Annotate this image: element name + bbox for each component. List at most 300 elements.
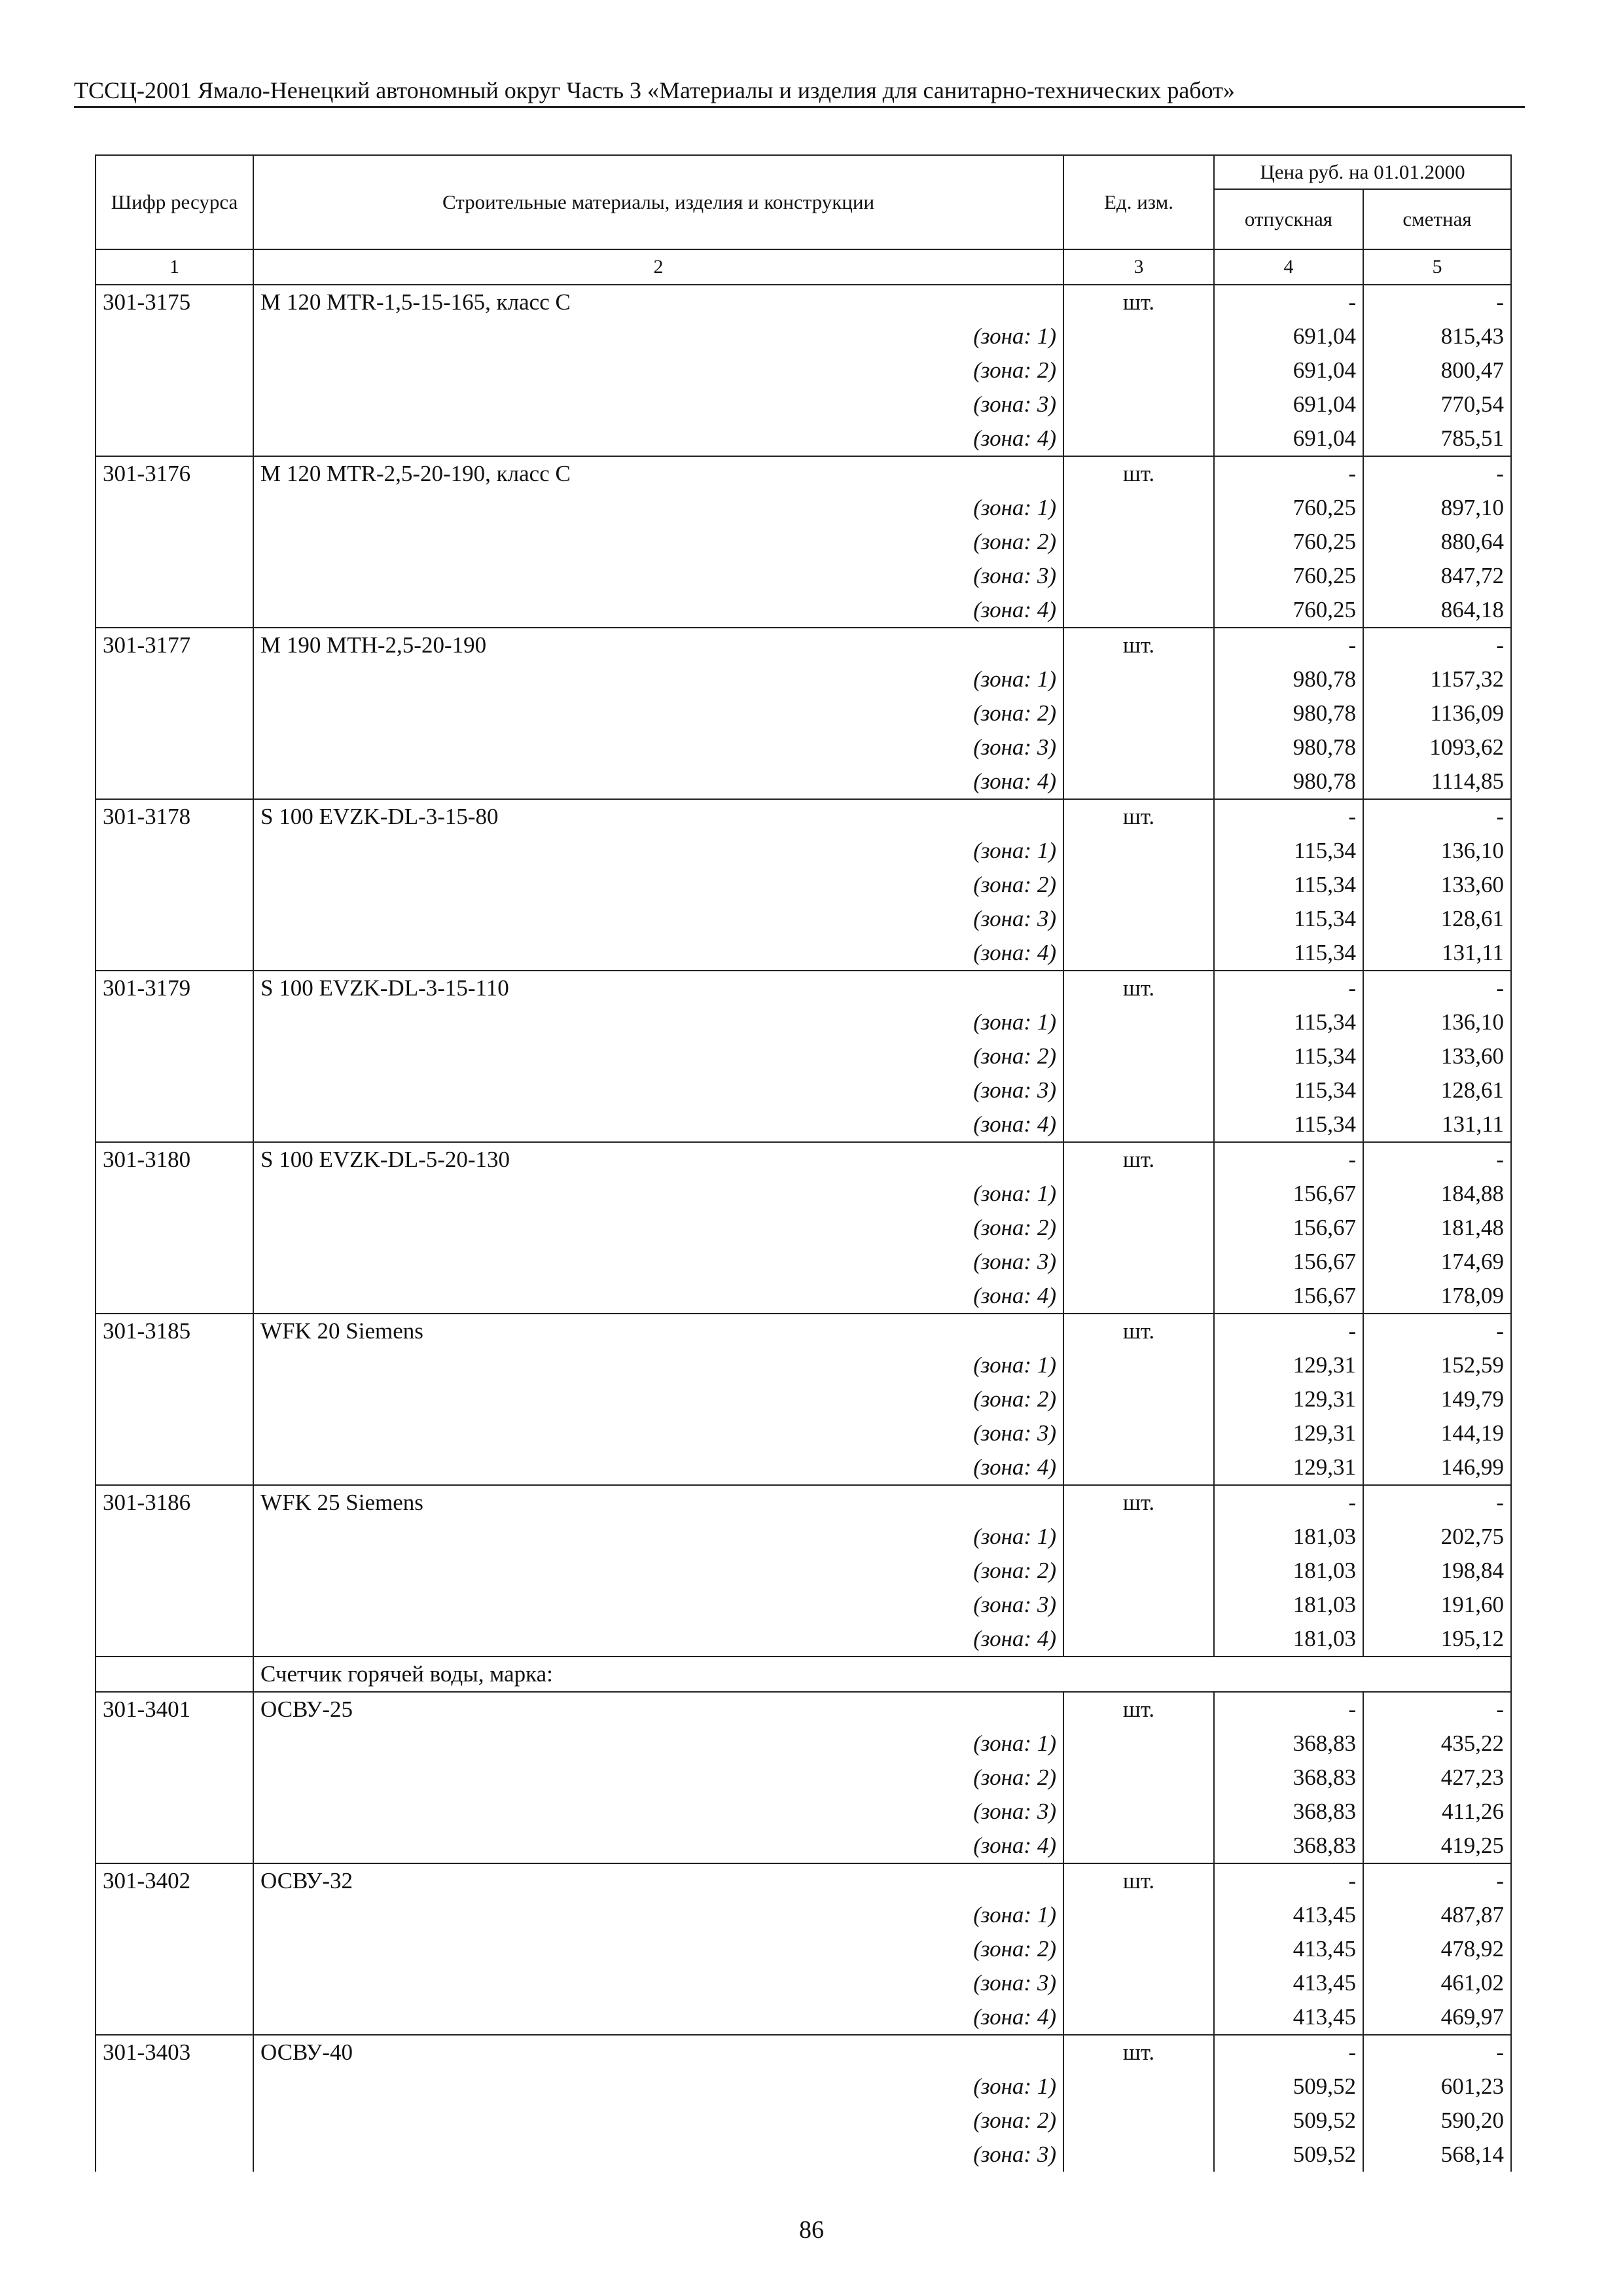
zone-label: (зона: 1) xyxy=(253,1898,1063,1932)
zone-label: (зона: 1) xyxy=(253,1520,1063,1554)
empty-cell xyxy=(96,422,253,456)
release-price: - xyxy=(1214,1485,1363,1520)
empty-cell xyxy=(96,491,253,525)
empty-cell xyxy=(96,1966,253,2000)
zone-label: (зона: 3) xyxy=(253,2138,1063,2172)
release-price: 368,83 xyxy=(1214,1795,1363,1829)
empty-cell xyxy=(96,1450,253,1485)
zone-label: (зона: 4) xyxy=(253,1622,1063,1657)
release-price: 760,25 xyxy=(1214,491,1363,525)
resource-unit: шт. xyxy=(1063,2035,1214,2070)
estimate-price: - xyxy=(1363,1485,1511,1520)
empty-cell xyxy=(1063,387,1214,422)
estimate-price: 1157,32 xyxy=(1363,662,1511,696)
empty-cell xyxy=(1063,2104,1214,2138)
resource-unit: шт. xyxy=(1063,285,1214,319)
zone-label: (зона: 4) xyxy=(253,422,1063,456)
empty-cell xyxy=(96,1727,253,1761)
zone-row xyxy=(96,1966,1511,2000)
resource-name: S 100 EVZK-DL-3-15-80 xyxy=(253,799,1063,834)
empty-cell xyxy=(96,2000,253,2035)
resource-unit: шт. xyxy=(1063,628,1214,662)
resource-unit: шт. xyxy=(1063,971,1214,1005)
resource-unit: шт. xyxy=(1063,1314,1214,1348)
resource-code: 301-3179 xyxy=(96,971,253,1005)
estimate-price: 897,10 xyxy=(1363,491,1511,525)
resource-row xyxy=(96,1142,1511,1177)
empty-cell xyxy=(1063,1727,1214,1761)
release-price: 760,25 xyxy=(1214,525,1363,559)
estimate-price: 590,20 xyxy=(1363,2104,1511,2138)
zone-label: (зона: 2) xyxy=(253,868,1063,902)
resource-code: 301-3178 xyxy=(96,799,253,834)
resource-row xyxy=(96,1692,1511,1727)
column-number: 1 xyxy=(96,249,253,285)
estimate-price: 601,23 xyxy=(1363,2070,1511,2104)
resource-unit: шт. xyxy=(1063,1142,1214,1177)
release-price: - xyxy=(1214,971,1363,1005)
zone-row xyxy=(96,353,1511,387)
zone-label: (зона: 4) xyxy=(253,1279,1063,1314)
empty-cell xyxy=(1063,2070,1214,2104)
zone-label: (зона: 3) xyxy=(253,559,1063,593)
empty-cell xyxy=(96,868,253,902)
release-price: 691,04 xyxy=(1214,353,1363,387)
zone-row xyxy=(96,1520,1511,1554)
zone-label: (зона: 1) xyxy=(253,662,1063,696)
zone-label: (зона: 3) xyxy=(253,730,1063,764)
zone-row xyxy=(96,662,1511,696)
column-number: 4 xyxy=(1214,249,1363,285)
release-price: - xyxy=(1214,1692,1363,1727)
estimate-price: - xyxy=(1363,1314,1511,1348)
empty-cell xyxy=(96,730,253,764)
empty-cell xyxy=(96,525,253,559)
zone-label: (зона: 4) xyxy=(253,2000,1063,2035)
empty-cell xyxy=(1063,559,1214,593)
zone-row xyxy=(96,730,1511,764)
zone-row xyxy=(96,1107,1511,1142)
empty-cell xyxy=(1063,1966,1214,2000)
empty-cell xyxy=(96,1554,253,1588)
zone-label: (зона: 1) xyxy=(253,491,1063,525)
zone-row xyxy=(96,2138,1511,2172)
empty-cell xyxy=(96,1073,253,1107)
zone-row xyxy=(96,1450,1511,1485)
zone-row xyxy=(96,1005,1511,1039)
release-price: 115,34 xyxy=(1214,868,1363,902)
resource-code: 301-3176 xyxy=(96,456,253,491)
estimate-price: 202,75 xyxy=(1363,1520,1511,1554)
estimate-price: 469,97 xyxy=(1363,2000,1511,2035)
empty-cell xyxy=(96,1761,253,1795)
zone-row xyxy=(96,1829,1511,1863)
resource-unit: шт. xyxy=(1063,1485,1214,1520)
zone-label: (зона: 4) xyxy=(253,1107,1063,1142)
resource-unit: шт. xyxy=(1063,799,1214,834)
release-price: - xyxy=(1214,799,1363,834)
page-number: 86 xyxy=(799,2216,824,2244)
empty-cell xyxy=(96,1382,253,1416)
release-price: 129,31 xyxy=(1214,1450,1363,1485)
zone-row xyxy=(96,2104,1511,2138)
resource-code: 301-3403 xyxy=(96,2035,253,2070)
resource-unit: шт. xyxy=(1063,456,1214,491)
resource-row xyxy=(96,1314,1511,1348)
zone-label: (зона: 3) xyxy=(253,1245,1063,1279)
resource-name: ОСВУ-40 xyxy=(253,2035,1063,2070)
release-price: - xyxy=(1214,285,1363,319)
release-price: 115,34 xyxy=(1214,936,1363,971)
empty-cell xyxy=(96,764,253,799)
zone-row xyxy=(96,1932,1511,1966)
estimate-price: - xyxy=(1363,2035,1511,2070)
release-price: 691,04 xyxy=(1214,422,1363,456)
estimate-price: 461,02 xyxy=(1363,1966,1511,2000)
estimate-price: 1093,62 xyxy=(1363,730,1511,764)
estimate-price: - xyxy=(1363,1142,1511,1177)
zone-label: (зона: 2) xyxy=(253,1554,1063,1588)
resource-name: ОСВУ-25 xyxy=(253,1692,1063,1727)
estimate-price: 478,92 xyxy=(1363,1932,1511,1966)
zone-row xyxy=(96,491,1511,525)
estimate-price: 181,48 xyxy=(1363,1211,1511,1245)
release-price: 115,34 xyxy=(1214,1073,1363,1107)
empty-cell xyxy=(1063,1588,1214,1622)
zone-row xyxy=(96,1382,1511,1416)
release-price: 980,78 xyxy=(1214,730,1363,764)
empty-cell xyxy=(96,834,253,868)
empty-cell xyxy=(96,1245,253,1279)
zone-label: (зона: 1) xyxy=(253,1005,1063,1039)
zone-label: (зона: 3) xyxy=(253,1795,1063,1829)
empty-cell xyxy=(1063,1554,1214,1588)
empty-cell xyxy=(1063,491,1214,525)
resource-row xyxy=(96,971,1511,1005)
empty-cell xyxy=(96,1588,253,1622)
empty-cell xyxy=(96,936,253,971)
estimate-price: 128,61 xyxy=(1363,1073,1511,1107)
release-price: 368,83 xyxy=(1214,1727,1363,1761)
empty-cell xyxy=(1063,1005,1214,1039)
column-header-estimate-price: сметная xyxy=(1363,189,1511,249)
empty-cell xyxy=(1063,1898,1214,1932)
empty-cell xyxy=(96,2138,253,2172)
empty-cell xyxy=(96,1107,253,1142)
estimate-price: 435,22 xyxy=(1363,1727,1511,1761)
empty-cell xyxy=(1063,1039,1214,1073)
empty-cell xyxy=(1063,1107,1214,1142)
release-price: - xyxy=(1214,628,1363,662)
empty-cell xyxy=(1063,1829,1214,1863)
release-price: - xyxy=(1214,1142,1363,1177)
empty-cell xyxy=(96,1657,253,1692)
resource-name: S 100 EVZK-DL-3-15-110 xyxy=(253,971,1063,1005)
column-header-release-price: отпускная xyxy=(1214,189,1363,249)
empty-cell xyxy=(96,1005,253,1039)
empty-cell xyxy=(1063,1073,1214,1107)
empty-cell xyxy=(96,319,253,353)
price-table xyxy=(95,154,1512,2172)
empty-cell xyxy=(96,1622,253,1657)
release-price: 980,78 xyxy=(1214,662,1363,696)
zone-row xyxy=(96,422,1511,456)
estimate-price: 149,79 xyxy=(1363,1382,1511,1416)
estimate-price: - xyxy=(1363,971,1511,1005)
zone-row xyxy=(96,1727,1511,1761)
zone-label: (зона: 2) xyxy=(253,1761,1063,1795)
empty-cell xyxy=(96,353,253,387)
empty-cell xyxy=(1063,834,1214,868)
estimate-price: - xyxy=(1363,1863,1511,1898)
empty-cell xyxy=(1063,422,1214,456)
zone-row xyxy=(96,593,1511,628)
estimate-price: - xyxy=(1363,799,1511,834)
empty-cell xyxy=(1063,868,1214,902)
empty-cell xyxy=(1063,1761,1214,1795)
estimate-price: 427,23 xyxy=(1363,1761,1511,1795)
resource-code: 301-3185 xyxy=(96,1314,253,1348)
zone-label: (зона: 1) xyxy=(253,1727,1063,1761)
empty-cell xyxy=(96,1039,253,1073)
zone-row xyxy=(96,525,1511,559)
estimate-price: 146,99 xyxy=(1363,1450,1511,1485)
empty-cell xyxy=(1063,662,1214,696)
estimate-price: 136,10 xyxy=(1363,834,1511,868)
estimate-price: 568,14 xyxy=(1363,2138,1511,2172)
empty-cell xyxy=(1063,696,1214,730)
zone-row xyxy=(96,2000,1511,2035)
resource-unit: шт. xyxy=(1063,1692,1214,1727)
release-price: 413,45 xyxy=(1214,1932,1363,1966)
release-price: 980,78 xyxy=(1214,764,1363,799)
estimate-price: 136,10 xyxy=(1363,1005,1511,1039)
empty-cell xyxy=(1063,593,1214,628)
empty-cell xyxy=(1063,902,1214,936)
resource-name: S 100 EVZK-DL-5-20-130 xyxy=(253,1142,1063,1177)
zone-row xyxy=(96,1177,1511,1211)
release-price: 509,52 xyxy=(1214,2104,1363,2138)
release-price: 760,25 xyxy=(1214,593,1363,628)
estimate-price: 191,60 xyxy=(1363,1588,1511,1622)
empty-cell xyxy=(96,2104,253,2138)
zone-label: (зона: 1) xyxy=(253,834,1063,868)
estimate-price: 847,72 xyxy=(1363,559,1511,593)
empty-cell xyxy=(1063,1245,1214,1279)
resource-name: M 120 MTR-2,5-20-190, класс C xyxy=(253,456,1063,491)
resource-code: 301-3401 xyxy=(96,1692,253,1727)
zone-label: (зона: 2) xyxy=(253,696,1063,730)
release-price: 156,67 xyxy=(1214,1245,1363,1279)
empty-cell xyxy=(96,1829,253,1863)
zone-row xyxy=(96,1761,1511,1795)
estimate-price: 487,87 xyxy=(1363,1898,1511,1932)
zone-label: (зона: 3) xyxy=(253,1416,1063,1450)
zone-label: (зона: 1) xyxy=(253,1177,1063,1211)
empty-cell xyxy=(96,1348,253,1382)
estimate-price: 195,12 xyxy=(1363,1622,1511,1657)
zone-row xyxy=(96,1211,1511,1245)
zone-label: (зона: 4) xyxy=(253,764,1063,799)
empty-cell xyxy=(1063,2000,1214,2035)
zone-row xyxy=(96,1245,1511,1279)
empty-cell xyxy=(1063,1177,1214,1211)
zone-row xyxy=(96,696,1511,730)
estimate-price: 411,26 xyxy=(1363,1795,1511,1829)
release-price: 413,45 xyxy=(1214,2000,1363,2035)
release-price: 509,52 xyxy=(1214,2138,1363,2172)
column-header-price-group: Цена руб. на 01.01.2000 xyxy=(1214,155,1511,189)
zone-row xyxy=(96,1554,1511,1588)
empty-cell xyxy=(96,1279,253,1314)
estimate-price: 174,69 xyxy=(1363,1245,1511,1279)
estimate-price: - xyxy=(1363,456,1511,491)
empty-cell xyxy=(96,1211,253,1245)
estimate-price: 815,43 xyxy=(1363,319,1511,353)
empty-cell xyxy=(96,662,253,696)
zone-label: (зона: 3) xyxy=(253,1966,1063,2000)
resource-row xyxy=(96,1485,1511,1520)
empty-cell xyxy=(1063,2138,1214,2172)
empty-cell xyxy=(1063,936,1214,971)
zone-row xyxy=(96,1039,1511,1073)
estimate-price: 178,09 xyxy=(1363,1279,1511,1314)
resource-name: ОСВУ-32 xyxy=(253,1863,1063,1898)
estimate-price: - xyxy=(1363,1692,1511,1727)
release-price: 115,34 xyxy=(1214,1039,1363,1073)
estimate-price: 1114,85 xyxy=(1363,764,1511,799)
resource-code: 301-3177 xyxy=(96,628,253,662)
column-header-code: Шифр ресурса xyxy=(96,155,253,249)
empty-cell xyxy=(1063,525,1214,559)
resource-name: WFK 20 Siemens xyxy=(253,1314,1063,1348)
release-price: 181,03 xyxy=(1214,1520,1363,1554)
empty-cell xyxy=(96,1416,253,1450)
zone-row xyxy=(96,1348,1511,1382)
zone-label: (зона: 4) xyxy=(253,1829,1063,1863)
resource-row xyxy=(96,799,1511,834)
column-number: 3 xyxy=(1063,249,1214,285)
estimate-price: 131,11 xyxy=(1363,1107,1511,1142)
estimate-price: 785,51 xyxy=(1363,422,1511,456)
release-price: 413,45 xyxy=(1214,1966,1363,2000)
estimate-price: - xyxy=(1363,285,1511,319)
section-row xyxy=(96,1657,1511,1692)
estimate-price: 133,60 xyxy=(1363,1039,1511,1073)
release-price: 760,25 xyxy=(1214,559,1363,593)
resource-code: 301-3186 xyxy=(96,1485,253,1520)
zone-label: (зона: 3) xyxy=(253,902,1063,936)
resource-name: M 120 MTR-1,5-15-165, класс C xyxy=(253,285,1063,319)
resource-name: M 190 MTH-2,5-20-190 xyxy=(253,628,1063,662)
zone-label: (зона: 1) xyxy=(253,2070,1063,2104)
estimate-price: 152,59 xyxy=(1363,1348,1511,1382)
zone-row xyxy=(96,764,1511,799)
empty-cell xyxy=(96,2070,253,2104)
zone-row xyxy=(96,1622,1511,1657)
empty-cell xyxy=(1063,1932,1214,1966)
empty-cell xyxy=(96,593,253,628)
empty-cell xyxy=(1063,1622,1214,1657)
document-header: ТССЦ-2001 Ямало-Ненецкий автономный округ Часть 3 «Материалы и изделия для санитарно-технических работ» xyxy=(74,76,1525,108)
zone-label: (зона: 3) xyxy=(253,387,1063,422)
empty-cell xyxy=(1063,1450,1214,1485)
release-price: 691,04 xyxy=(1214,319,1363,353)
zone-row xyxy=(96,1588,1511,1622)
empty-cell xyxy=(96,1520,253,1554)
release-price: 129,31 xyxy=(1214,1416,1363,1450)
empty-cell xyxy=(1063,730,1214,764)
empty-cell xyxy=(1063,1520,1214,1554)
resource-row xyxy=(96,456,1511,491)
empty-cell xyxy=(1063,1795,1214,1829)
table-body xyxy=(96,285,1511,2172)
zone-label: (зона: 1) xyxy=(253,319,1063,353)
zone-label: (зона: 4) xyxy=(253,593,1063,628)
zone-label: (зона: 2) xyxy=(253,2104,1063,2138)
empty-cell xyxy=(96,696,253,730)
release-price: - xyxy=(1214,1314,1363,1348)
zone-row xyxy=(96,559,1511,593)
release-price: 980,78 xyxy=(1214,696,1363,730)
zone-row xyxy=(96,387,1511,422)
zone-row xyxy=(96,2070,1511,2104)
empty-cell xyxy=(1063,764,1214,799)
release-price: - xyxy=(1214,2035,1363,2070)
estimate-price: 128,61 xyxy=(1363,902,1511,936)
estimate-price: 198,84 xyxy=(1363,1554,1511,1588)
resource-name: WFK 25 Siemens xyxy=(253,1485,1063,1520)
zone-row xyxy=(96,319,1511,353)
empty-cell xyxy=(96,902,253,936)
resource-row xyxy=(96,1863,1511,1898)
release-price: - xyxy=(1214,1863,1363,1898)
zone-label: (зона: 4) xyxy=(253,936,1063,971)
release-price: 156,67 xyxy=(1214,1177,1363,1211)
release-price: 181,03 xyxy=(1214,1554,1363,1588)
release-price: 181,03 xyxy=(1214,1622,1363,1657)
zone-row xyxy=(96,868,1511,902)
resource-unit: шт. xyxy=(1063,1863,1214,1898)
empty-cell xyxy=(96,387,253,422)
resource-row xyxy=(96,2035,1511,2070)
empty-cell xyxy=(96,1177,253,1211)
zone-label: (зона: 2) xyxy=(253,1382,1063,1416)
empty-cell xyxy=(1063,1279,1214,1314)
zone-label: (зона: 2) xyxy=(253,1211,1063,1245)
release-price: - xyxy=(1214,456,1363,491)
zone-label: (зона: 4) xyxy=(253,1450,1063,1485)
estimate-price: 419,25 xyxy=(1363,1829,1511,1863)
zone-row xyxy=(96,902,1511,936)
zone-row xyxy=(96,1795,1511,1829)
zone-row xyxy=(96,1416,1511,1450)
release-price: 115,34 xyxy=(1214,1005,1363,1039)
release-price: 129,31 xyxy=(1214,1382,1363,1416)
column-header-unit: Ед. изм. xyxy=(1063,155,1214,249)
zone-row xyxy=(96,1279,1511,1314)
release-price: 181,03 xyxy=(1214,1588,1363,1622)
release-price: 115,34 xyxy=(1214,834,1363,868)
empty-cell xyxy=(1063,1348,1214,1382)
zone-label: (зона: 1) xyxy=(253,1348,1063,1382)
release-price: 691,04 xyxy=(1214,387,1363,422)
zone-row xyxy=(96,936,1511,971)
zone-label: (зона: 3) xyxy=(253,1073,1063,1107)
empty-cell xyxy=(1063,1382,1214,1416)
release-price: 156,67 xyxy=(1214,1211,1363,1245)
release-price: 115,34 xyxy=(1214,1107,1363,1142)
